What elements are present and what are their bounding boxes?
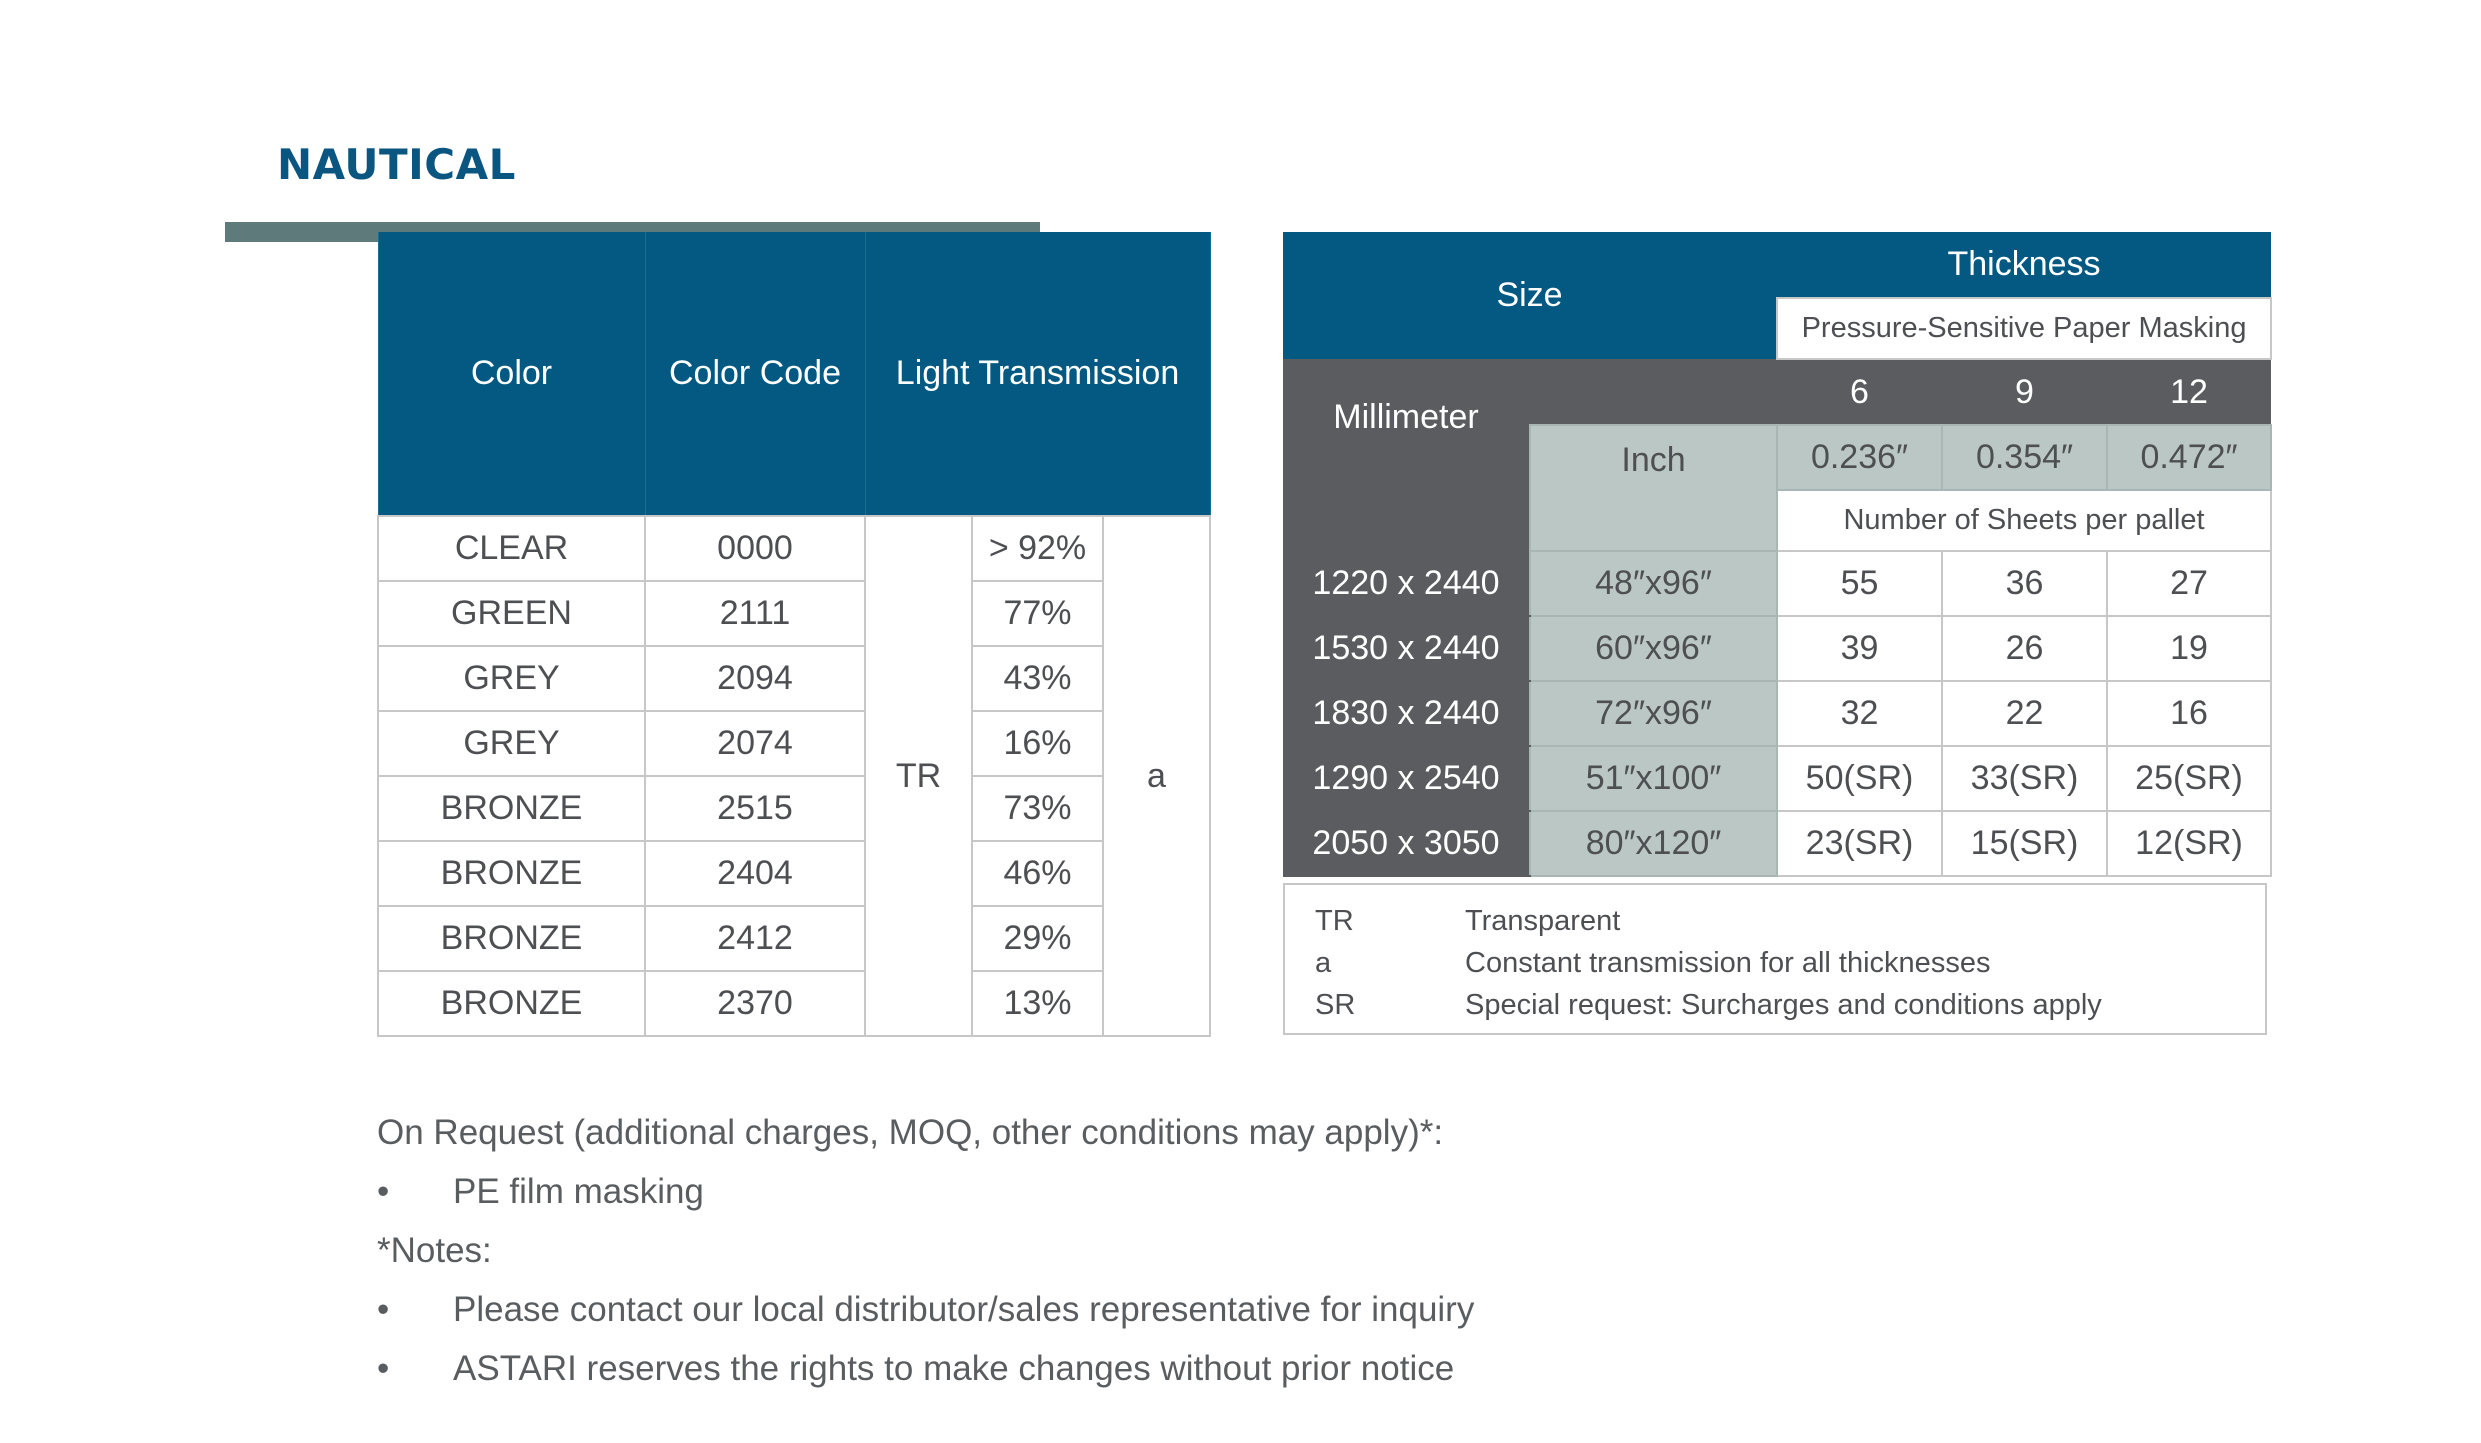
bullet-icon: •: [377, 1349, 390, 1388]
table-row: [1283, 681, 2271, 746]
a-cell: a: [1103, 516, 1210, 1036]
color-cell: GREEN: [378, 581, 645, 646]
legend-value: Constant transmission for all thicknesses: [1465, 947, 1991, 979]
lt-cell: 77%: [972, 581, 1103, 646]
color-cell: BRONZE: [378, 841, 645, 906]
value-cell: 27: [2107, 551, 2271, 616]
header-light-transmission: Light Transmission: [865, 232, 1210, 516]
code-cell: 2412: [645, 906, 865, 971]
header-millimeter: Millimeter: [1283, 359, 1530, 551]
thickness-in-9: 0.354″: [1942, 425, 2107, 490]
thickness-mm-6: 6: [1777, 359, 1942, 425]
legend-key: SR: [1315, 989, 1356, 1021]
thickness-in-6: 0.236″: [1777, 425, 1942, 490]
inch-cell: 80″x120″: [1530, 811, 1777, 876]
inch-cell: 60″x96″: [1530, 616, 1777, 681]
code-cell: 2404: [645, 841, 865, 906]
color-cell: GREY: [378, 711, 645, 776]
table-row: [1283, 551, 2271, 616]
value-cell: 32: [1777, 681, 1942, 746]
table-row: [378, 581, 1210, 646]
value-cell: 26: [1942, 616, 2107, 681]
lt-cell: 16%: [972, 711, 1103, 776]
value-cell: 25(SR): [2107, 746, 2271, 811]
sheets-label: Number of Sheets per pallet: [1777, 490, 2271, 551]
tr-cell: TR: [865, 516, 972, 1036]
header-size: Size: [1283, 232, 1777, 359]
value-cell: 39: [1777, 616, 1942, 681]
header-masking: Pressure-Sensitive Paper Masking: [1777, 298, 2271, 359]
color-cell: GREY: [378, 646, 645, 711]
value-cell: 16: [2107, 681, 2271, 746]
table-row: [378, 516, 1210, 581]
value-cell: 12(SR): [2107, 811, 2271, 876]
thickness-mm-9: 9: [1942, 359, 2107, 425]
value-cell: 33(SR): [1942, 746, 2107, 811]
code-cell: 2094: [645, 646, 865, 711]
inch-cell: 48″x96″: [1530, 551, 1777, 616]
color-cell: BRONZE: [378, 906, 645, 971]
color-cell: CLEAR: [378, 516, 645, 581]
header-color: Color: [378, 232, 645, 516]
table-row: [1283, 811, 2271, 876]
value-cell: 15(SR): [1942, 811, 2107, 876]
value-cell: 23(SR): [1777, 811, 1942, 876]
mm-cell: 1530 x 2440: [1283, 616, 1530, 681]
lt-cell: > 92%: [972, 516, 1103, 581]
thickness-in-12: 0.472″: [2107, 425, 2271, 490]
legend-key: a: [1315, 947, 1332, 979]
note-item-text: ASTARI reserves the rights to make changes without prior notice: [453, 1349, 1455, 1388]
code-cell: 0000: [645, 516, 865, 581]
legend-value: Transparent: [1465, 905, 1621, 937]
table-row: [378, 776, 1210, 841]
mm-cell: 1290 x 2540: [1283, 746, 1530, 811]
value-cell: 36: [1942, 551, 2107, 616]
on-request-text: On Request (additional charges, MOQ, other conditions may apply)*:: [377, 1113, 1444, 1152]
value-cell: 55: [1777, 551, 1942, 616]
thickness-mm-12: 12: [2107, 359, 2271, 425]
lt-cell: 29%: [972, 906, 1103, 971]
header-inch: Inch: [1530, 425, 1777, 551]
bullet-icon: •: [377, 1172, 390, 1211]
size-table: [1283, 232, 2272, 877]
note-item-text: Please contact our local distributor/sales representative for inquiry: [453, 1290, 1475, 1329]
code-cell: 2515: [645, 776, 865, 841]
lt-cell: 73%: [972, 776, 1103, 841]
value-cell: 22: [1942, 681, 2107, 746]
bullet-icon: •: [377, 1290, 390, 1329]
mm-cell: 2050 x 3050: [1283, 811, 1530, 876]
header-thickness: Thickness: [1777, 232, 2271, 298]
mm-cell: 1830 x 2440: [1283, 681, 1530, 746]
on-request-item-text: PE film masking: [453, 1172, 704, 1211]
lt-cell: 43%: [972, 646, 1103, 711]
legend-value: Special request: Surcharges and conditions apply: [1465, 989, 2102, 1021]
table-row: [378, 711, 1210, 776]
table-row: [1283, 616, 2271, 681]
notes-label: *Notes:: [377, 1231, 492, 1270]
code-cell: 2074: [645, 711, 865, 776]
legend-box: [1283, 883, 2267, 1035]
value-cell: 50(SR): [1777, 746, 1942, 811]
lt-cell: 46%: [972, 841, 1103, 906]
color-cell: BRONZE: [378, 776, 645, 841]
header-color-code: Color Code: [645, 232, 865, 516]
mm-cell: 1220 x 2440: [1283, 551, 1530, 616]
table-row: [378, 971, 1210, 1036]
color-cell: BRONZE: [378, 971, 645, 1036]
code-cell: 2370: [645, 971, 865, 1036]
table-row: [378, 646, 1210, 711]
inch-cell: 72″x96″: [1530, 681, 1777, 746]
table-row: [378, 841, 1210, 906]
page-title: NAUTICAL: [277, 140, 516, 189]
inch-cell: 51″x100″: [1530, 746, 1777, 811]
table-row: [378, 906, 1210, 971]
color-table: [377, 232, 1211, 1037]
table-row: [1283, 746, 2271, 811]
dark-spacer: [1530, 359, 1777, 425]
value-cell: 19: [2107, 616, 2271, 681]
legend-key: TR: [1315, 905, 1354, 937]
lt-cell: 13%: [972, 971, 1103, 1036]
code-cell: 2111: [645, 581, 865, 646]
